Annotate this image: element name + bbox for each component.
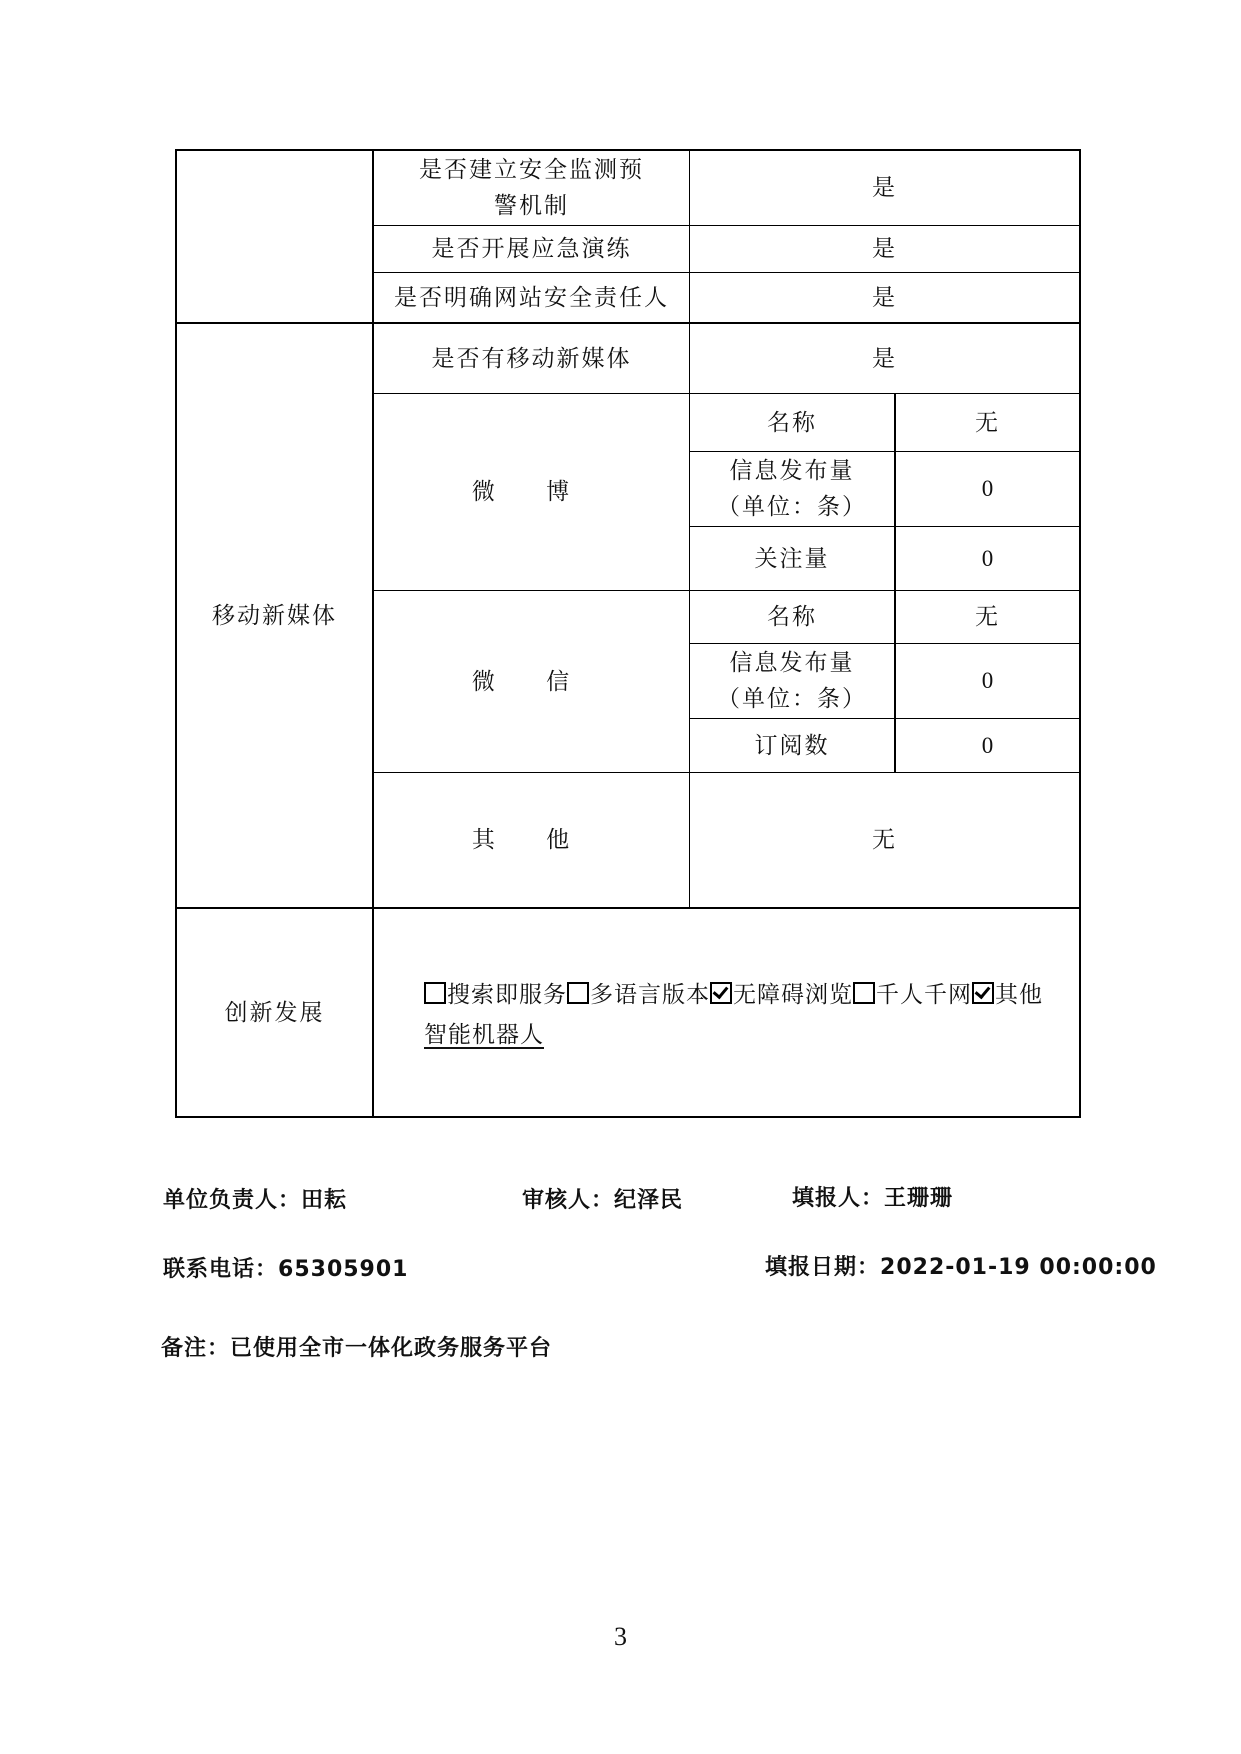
wechat-label: 微 信 [471, 668, 592, 695]
wechat-posts-label [690, 644, 894, 718]
remarks-value: 已使用全市一体化政务服务平台 [230, 1336, 553, 1361]
weibo-posts-label-line2: （单位：条） [717, 494, 867, 520]
innovation-options [424, 975, 1084, 1055]
weibo-name-label: 名称 [767, 409, 817, 436]
filler-label: 填报人： [792, 1186, 885, 1211]
weibo-label: 微 博 [471, 479, 592, 505]
reviewer-label: 审核人： [522, 1188, 615, 1213]
monitoring-label: 是否建立安全监测预警机制 [419, 157, 644, 219]
checkbox-unchecked-icon [424, 982, 446, 1004]
other-media-label: 其 他 [471, 827, 592, 853]
reviewer [522, 1183, 683, 1214]
wechat-posts-label-line2: （单位：条） [717, 686, 867, 712]
drill-label: 是否开展应急演练 [431, 236, 632, 262]
option-multilingual: 多语言版本 [567, 982, 710, 1008]
unit-head [163, 1183, 347, 1214]
option-accessibility: 无障碍浏览 [710, 982, 853, 1008]
mobile-section-label: 移动新媒体 [212, 602, 337, 629]
weibo-posts-value: 0 [981, 476, 994, 501]
monitoring-value: 是 [872, 175, 897, 201]
remarks-label: 备注： [161, 1336, 231, 1361]
unit-head-value: 田耘 [301, 1188, 348, 1213]
table-border-right [1079, 149, 1081, 1118]
contact-phone [163, 1252, 408, 1283]
checkbox-checked-icon [972, 982, 994, 1004]
option-search-as-service: 搜索即服务 [424, 982, 567, 1008]
responsible-label: 是否明确网站安全责任人 [394, 284, 669, 311]
innovation-other-text: 智能机器人 [424, 1022, 544, 1048]
weibo-posts-label [690, 452, 894, 526]
wechat-subs-value: 0 [981, 732, 994, 758]
option-personalized: 千人千网 [853, 982, 972, 1008]
fill-date-label: 填报日期： [765, 1255, 881, 1280]
contact-phone-value: 65305901 [278, 1257, 409, 1282]
option-other: 其他 [972, 982, 1043, 1008]
has-mobile-value: 是 [872, 345, 897, 372]
wechat-name-value: 无 [975, 604, 1000, 630]
weibo-followers-label: 关注量 [754, 545, 830, 572]
unit-head-label: 单位负责人： [163, 1188, 302, 1213]
wechat-subs-label: 订阅数 [754, 732, 830, 759]
fill-date-value: 2022-01-19 00:00:00 [880, 1255, 1157, 1280]
weibo-posts-label-line1: 信息发布量 [729, 458, 855, 484]
innovation-section-label: 创新发展 [224, 999, 325, 1026]
reviewer-value: 纪泽民 [614, 1188, 684, 1213]
page-number: 3 [614, 1622, 627, 1651]
remarks [161, 1331, 552, 1362]
filler-value: 王珊珊 [884, 1186, 954, 1211]
table-border-bottom [175, 1116, 1081, 1118]
checkbox-checked-icon [710, 982, 732, 1004]
wechat-name-label: 名称 [767, 604, 817, 630]
has-mobile-label: 是否有移动新媒体 [431, 345, 632, 372]
wechat-posts-label-line1: 信息发布量 [729, 650, 855, 676]
filler [792, 1181, 953, 1212]
other-media-value: 无 [872, 827, 897, 853]
weibo-name-value: 无 [975, 409, 1000, 436]
weibo-followers-value: 0 [981, 545, 994, 571]
contact-phone-label: 联系电话： [163, 1257, 279, 1282]
wechat-posts-value: 0 [981, 668, 994, 693]
fill-date [765, 1250, 1157, 1281]
responsible-value: 是 [872, 284, 897, 311]
drill-value: 是 [872, 236, 897, 262]
checkbox-unchecked-icon [567, 982, 589, 1004]
checkbox-unchecked-icon [853, 982, 875, 1004]
